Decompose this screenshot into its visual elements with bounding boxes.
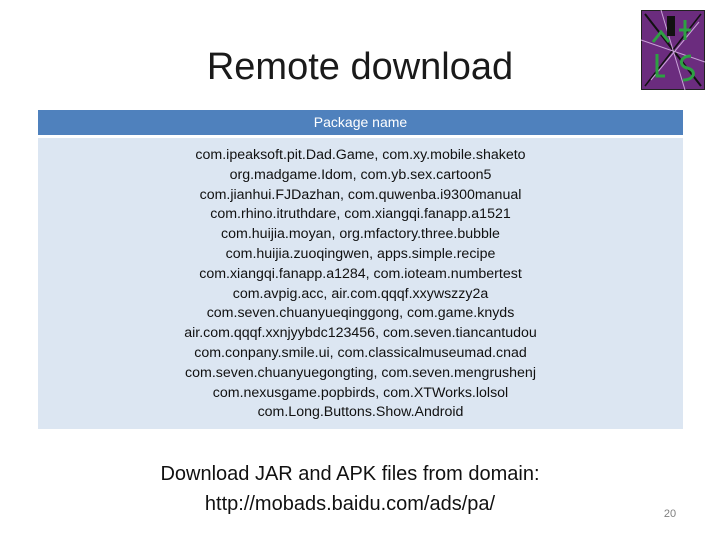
table-header: Package name: [38, 110, 683, 138]
package-line: com.Long.Buttons.Show.Android: [257, 404, 464, 421]
package-line: com.huijia.moyan, org.mfactory.three.bubble: [221, 226, 500, 243]
university-logo-icon: [641, 10, 705, 90]
package-line: com.jianhui.FJDazhan, com.quwenba.i9300manual: [199, 186, 522, 203]
package-line: com.conpany.smile.ui, com.classicalmuseumad.cnad: [194, 344, 527, 361]
package-line: com.avpig.acc, air.com.qqqf.xxywszzy2a: [232, 285, 489, 302]
package-line: com.rhino.itruthdare, com.xiangqi.fanapp.a1521: [210, 206, 511, 223]
download-note: [110, 459, 590, 519]
slide-number: 20: [663, 508, 677, 520]
package-line: org.madgame.Idom, com.yb.sex.cartoon5: [229, 166, 492, 183]
package-table: [38, 110, 683, 429]
package-line: com.seven.chuanyuegongting, com.seven.mengrushenj: [185, 364, 536, 381]
slide-title: Remote download: [206, 46, 514, 88]
table-body: [38, 138, 683, 429]
download-note-line: Download JAR and APK files from domain:: [160, 463, 540, 485]
package-line: com.nexusgame.popbirds, com.XTWorks.lolsol: [212, 384, 509, 401]
package-line: com.huijia.zuoqingwen, apps.simple.recipe: [225, 245, 496, 262]
package-line: com.ipeaksoft.pit.Dad.Game, com.xy.mobile.shaketo: [195, 147, 526, 163]
download-url: http://mobads.baidu.com/ads/pa/: [204, 493, 496, 515]
package-line: com.xiangqi.fanapp.a1284, com.ioteam.numbertest: [199, 265, 522, 282]
package-line: air.com.qqqf.xxnjyybdc123456, com.seven.tiancantudou: [184, 325, 537, 342]
package-line: com.seven.chuanyueqinggong, com.game.knyds: [206, 305, 515, 322]
